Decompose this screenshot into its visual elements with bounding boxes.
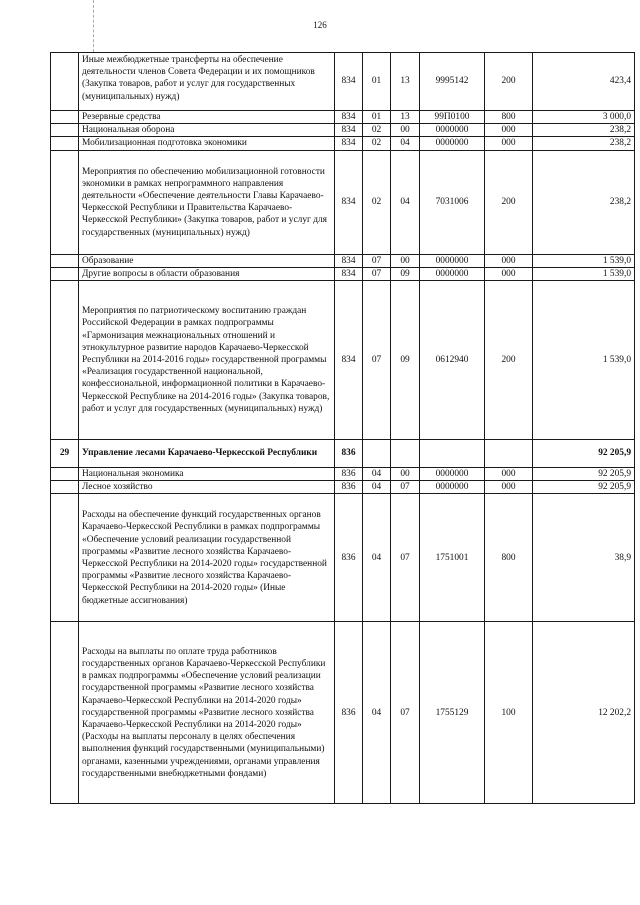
section-code: 07	[363, 281, 391, 440]
expense-type-code: 000	[485, 124, 533, 137]
table-row	[51, 494, 635, 622]
target-item-code: 0000000	[420, 468, 485, 481]
subsection-code: 09	[391, 281, 420, 440]
row-number	[51, 137, 79, 150]
ministry-code: 834	[335, 281, 363, 440]
expense-name: Мобилизационная подготовка экономики	[79, 137, 335, 150]
section-code: 02	[363, 137, 391, 150]
subsection-code: 07	[391, 622, 420, 804]
row-number: 29	[51, 440, 79, 468]
ministry-code: 836	[335, 481, 363, 494]
target-item-code: 0000000	[420, 267, 485, 280]
table-row	[51, 124, 635, 137]
expense-name: Мероприятия по обеспечению мобилизационной готовности экономики в рамках непрограммного направления деятельности «Обеспечение деятельности Главы Карачаево-Черкесской Республики и Правительства Карачаево-Черкесской Республики» (Закупка товаров, работ и услуг для государственных (муниципальных) нужд)	[79, 150, 335, 254]
section-code: 04	[363, 468, 391, 481]
expense-name: Резервные средства	[79, 111, 335, 124]
ministry-code: 834	[335, 111, 363, 124]
amount: 12 202,2	[533, 622, 635, 804]
section-code	[363, 440, 391, 468]
expense-name: Управление лесами Карачаево-Черкесской Республики	[79, 440, 335, 468]
subsection-code: 00	[391, 124, 420, 137]
table-row	[51, 622, 635, 804]
target-item-code: 9995142	[420, 53, 485, 111]
row-number	[51, 254, 79, 267]
ministry-code: 834	[335, 137, 363, 150]
expense-type-code: 200	[485, 150, 533, 254]
target-item-code: 0000000	[420, 137, 485, 150]
section-code: 02	[363, 150, 391, 254]
section-code: 04	[363, 494, 391, 622]
section-code: 01	[363, 111, 391, 124]
row-number	[51, 468, 79, 481]
table-row	[51, 468, 635, 481]
subsection-code	[391, 440, 420, 468]
target-item-code: 7031006	[420, 150, 485, 254]
section-code: 01	[363, 53, 391, 111]
row-number	[51, 111, 79, 124]
subsection-code: 07	[391, 494, 420, 622]
table-row	[51, 481, 635, 494]
amount: 92 205,9	[533, 440, 635, 468]
expense-name: Национальная экономика	[79, 468, 335, 481]
row-number	[51, 53, 79, 111]
amount: 238,2	[533, 124, 635, 137]
expense-name: Лесное хозяйство	[79, 481, 335, 494]
budget-table	[50, 52, 635, 804]
ministry-code: 834	[335, 124, 363, 137]
row-number	[51, 124, 79, 137]
amount: 3 000,0	[533, 111, 635, 124]
row-number	[51, 150, 79, 254]
target-item-code: 0000000	[420, 124, 485, 137]
table-row	[51, 440, 635, 468]
table-row	[51, 53, 635, 111]
ministry-code: 836	[335, 622, 363, 804]
amount: 1 539,0	[533, 254, 635, 267]
section-code: 04	[363, 481, 391, 494]
target-item-code: 1755129	[420, 622, 485, 804]
target-item-code: 99П0100	[420, 111, 485, 124]
expense-name: Национальная оборона	[79, 124, 335, 137]
subsection-code: 04	[391, 137, 420, 150]
table-row	[51, 150, 635, 254]
amount: 1 539,0	[533, 281, 635, 440]
row-number	[51, 481, 79, 494]
expense-name: Другие вопросы в области образования	[79, 267, 335, 280]
expense-type-code: 100	[485, 622, 533, 804]
amount: 238,2	[533, 137, 635, 150]
row-number	[51, 281, 79, 440]
ministry-code: 836	[335, 440, 363, 468]
expense-name: Иные межбюджетные трансферты на обеспечение деятельности членов Совета Федерации и их помощников (Закупка товаров, работ и услуг для государственных (муниципальных) нужд)	[79, 53, 335, 111]
expense-type-code: 800	[485, 111, 533, 124]
expense-type-code: 200	[485, 281, 533, 440]
section-code: 07	[363, 254, 391, 267]
table-row	[51, 267, 635, 280]
row-number	[51, 622, 79, 804]
subsection-code: 13	[391, 111, 420, 124]
subsection-code: 09	[391, 267, 420, 280]
expense-type-code	[485, 440, 533, 468]
expense-type-code: 000	[485, 267, 533, 280]
expense-name: Образование	[79, 254, 335, 267]
page-number: 126	[313, 20, 327, 30]
table-row	[51, 281, 635, 440]
subsection-code: 00	[391, 468, 420, 481]
expense-type-code: 000	[485, 254, 533, 267]
amount: 92 205,9	[533, 481, 635, 494]
amount: 92 205,9	[533, 468, 635, 481]
table-row	[51, 254, 635, 267]
subsection-code: 04	[391, 150, 420, 254]
amount: 38,9	[533, 494, 635, 622]
amount: 423,4	[533, 53, 635, 111]
ministry-code: 834	[335, 254, 363, 267]
target-item-code: 0000000	[420, 254, 485, 267]
section-code: 04	[363, 622, 391, 804]
ministry-code: 836	[335, 468, 363, 481]
subsection-code: 13	[391, 53, 420, 111]
table-row	[51, 137, 635, 150]
expense-type-code: 000	[485, 481, 533, 494]
expense-type-code: 200	[485, 53, 533, 111]
expense-name: Расходы на обеспечение функций государственных органов Карачаево-Черкесской Республики в рамках подпрограммы «Обеспечение условий реализации государственной программы «Развитие лесного хозяйства Карачаево-Черкесской Республики на 2014-2020 годы» государственной программы «Развитие лесного хозяйства Карачаево-Черкесской Республики на 2014-2020 годы» (Иные бюджетные ассигнования)	[79, 494, 335, 622]
subsection-code: 07	[391, 481, 420, 494]
section-code: 02	[363, 124, 391, 137]
row-number	[51, 267, 79, 280]
row-number	[51, 494, 79, 622]
scan-margin-line	[93, 0, 95, 52]
ministry-code: 834	[335, 53, 363, 111]
section-code: 07	[363, 267, 391, 280]
ministry-code: 834	[335, 150, 363, 254]
table-row	[51, 111, 635, 124]
expense-type-code: 000	[485, 468, 533, 481]
amount: 238,2	[533, 150, 635, 254]
amount: 1 539,0	[533, 267, 635, 280]
target-item-code: 0612940	[420, 281, 485, 440]
expense-type-code: 800	[485, 494, 533, 622]
ministry-code: 834	[335, 267, 363, 280]
target-item-code: 0000000	[420, 481, 485, 494]
ministry-code: 836	[335, 494, 363, 622]
target-item-code: 1751001	[420, 494, 485, 622]
expense-name: Расходы на выплаты по оплате труда работников государственных органов Карачаево-Черкесской Республики в рамках подпрограммы «Обеспечение условий реализации государственной программы «Развитие лесного хозяйства Карачаево-Черкесской Республики на 2014-2020 годы» государственной программы «Развитие лесного хозяйства Карачаево-Черкесской Республики на 2014-2020 годы» (Расходы на выплаты персоналу в целях обеспечения выполнения функций государственными (муниципальными) органами, казенными учреждениями, органами управления государственными внебюджетными фондами)	[79, 622, 335, 804]
target-item-code	[420, 440, 485, 468]
expense-type-code: 000	[485, 137, 533, 150]
expense-name: Мероприятия по патриотическому воспитанию граждан Российской Федерации в рамках подпрограммы «Гармонизация межнациональных отношений и этнокультурное развитие народов Карачаево-Черкесской Республики на 2014-2016 годы» государственной программы «Реализация государственной национальной, конфессиональной, информационной политики в Карачаево-Черкесской Республике на 2014-2016 годы» (Закупка товаров, работ и услуг для государственных (муниципальных) нужд)	[79, 281, 335, 440]
subsection-code: 00	[391, 254, 420, 267]
